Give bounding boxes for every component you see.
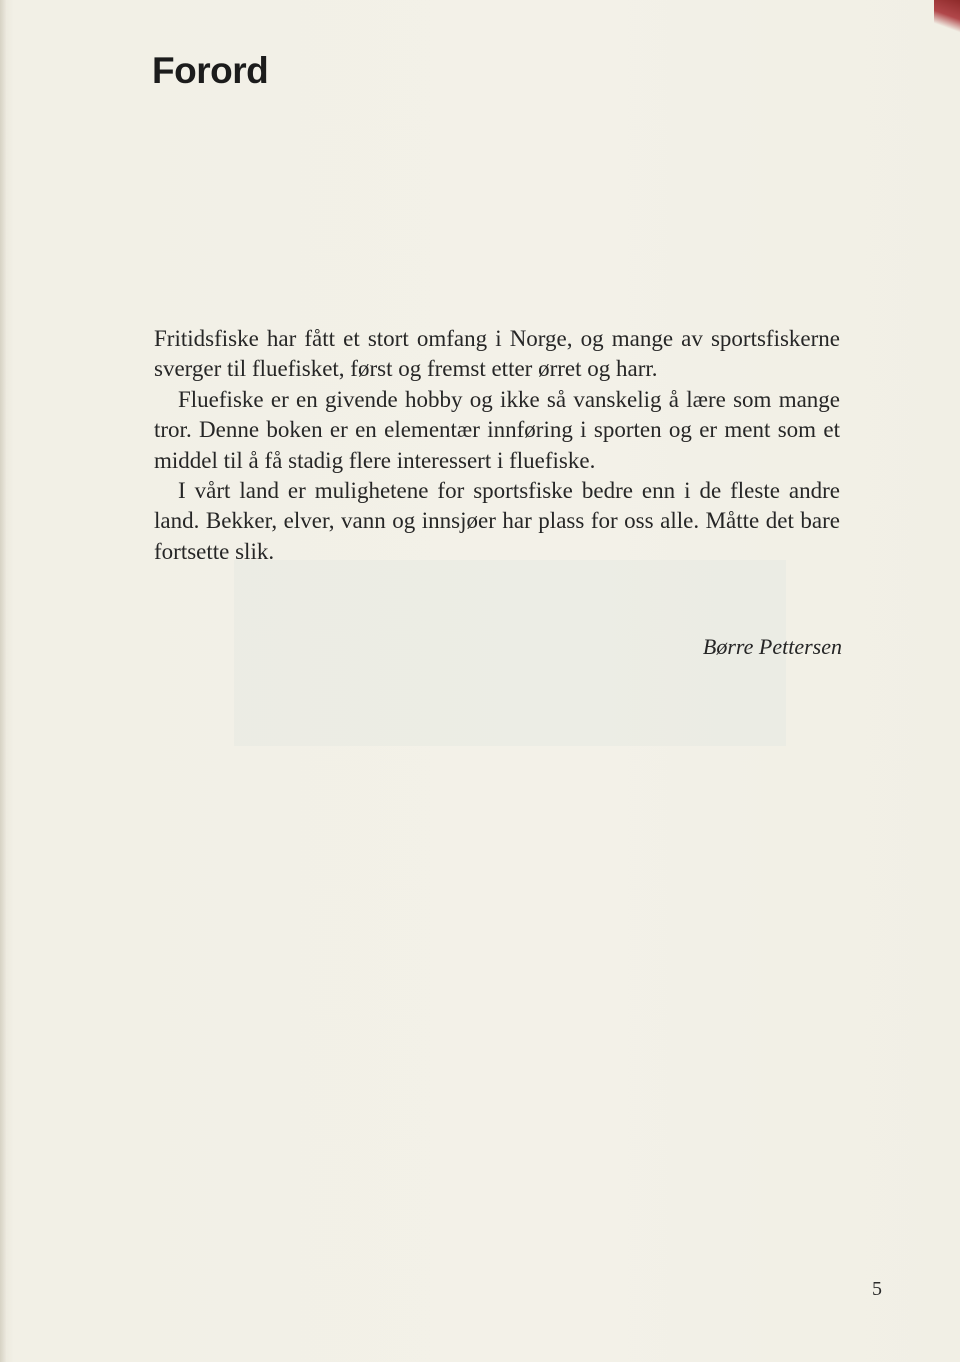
page-binding-edge bbox=[0, 0, 6, 1362]
paragraph-1: Fritidsfiske har fått et stort omfang i Norge, og mange av sportsfiskerne sverger til fluefisket, først og fremst etter ørret og harr. bbox=[154, 326, 840, 382]
page-title: Forord bbox=[152, 50, 269, 91]
paragraph-2: Fluefiske er en givende hobby og ikke så vanskelig å lære som mange tror. Denne boken er en elementær innføring i sporten og er ment som et middel til å få stadig flere interessert i fluefiske. bbox=[154, 386, 840, 473]
foreword-body bbox=[154, 324, 840, 567]
paragraph-3: I vårt land er mulighetene for sportsfiske bedre enn i de fleste andre land. Bekker, elver, vann og innsjøer har plass for oss alle. Måtte det bare fortsette slik. bbox=[154, 478, 840, 564]
page-number: 5 bbox=[872, 1278, 882, 1300]
cover-corner bbox=[934, 0, 960, 34]
author-signature: Børre Pettersen bbox=[702, 634, 842, 659]
